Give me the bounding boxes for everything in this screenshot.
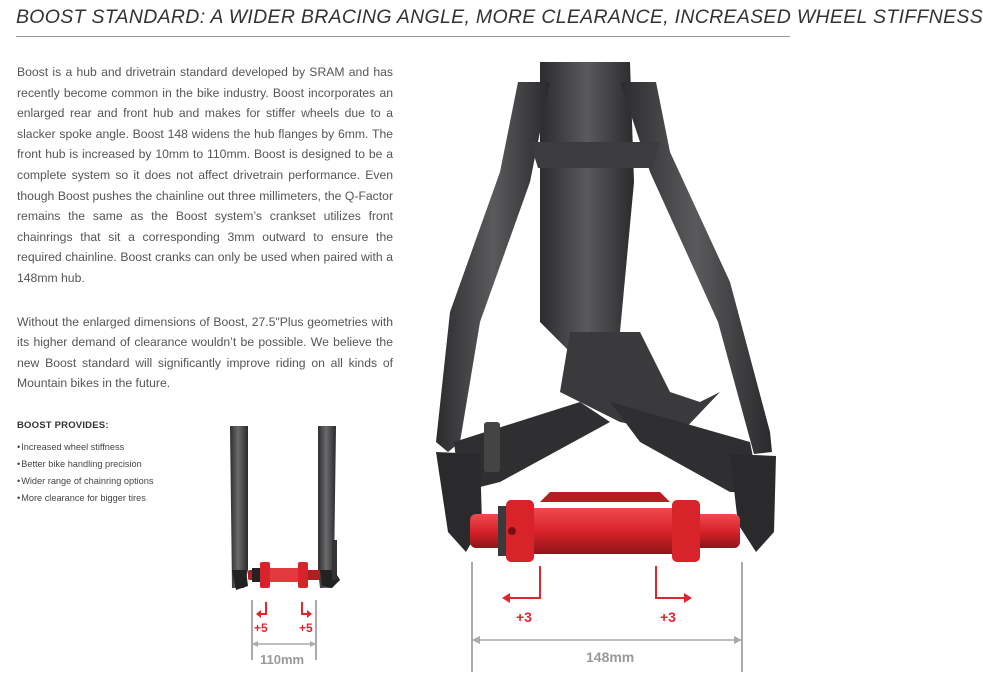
- list-item: • Better bike handling precision: [17, 456, 237, 473]
- rear-offset-left: +3: [516, 609, 532, 625]
- arrow-left-icon: [510, 566, 540, 598]
- fork-leg-left: [230, 426, 248, 588]
- list-item: • More clearance for bigger tires: [17, 490, 237, 507]
- front-offset-right: +5: [299, 621, 313, 635]
- front-offset-left: +5: [254, 621, 268, 635]
- provides-heading: BOOST PROVIDES:: [17, 420, 109, 431]
- rear-frame-diagram: [420, 62, 790, 674]
- boost-provides-list: [17, 420, 237, 507]
- list-item: • Wider range of chainring options: [17, 473, 237, 490]
- list-item: • Increased wheel stiffness: [17, 439, 237, 456]
- front-width-label: 110mm: [260, 652, 305, 667]
- rear-hub: [470, 492, 740, 562]
- arrow-right-icon: [656, 566, 684, 598]
- page-title: BOOST STANDARD: A WIDER BRACING ANGLE, MORE CLEARANCE, INCREASED WHEEL STIFFNESS: [16, 6, 983, 28]
- seatstay-left: [436, 82, 550, 452]
- paragraph-plus-geometry: Without the enlarged dimensions of Boost, 27.5"Plus geometries with its higher demand of clearance wouldn’t be possible. We believe the new Boost standard will significantly improve riding on all kinds of Mountain bikes in the future.: [17, 314, 393, 391]
- rear-width-label: 148mm: [586, 649, 635, 665]
- seat-tube: [540, 62, 634, 352]
- title-divider: [16, 36, 790, 37]
- paragraph-intro: Boost is a hub and drivetrain standard developed by SRAM and has recently become common in the bike industry. Boost incorporates an enlarged rear and front hub and makes for stiffer wheels due to a slacker spoke angle. Boost 148 widens the hub flanges by 6mm. The front hub is increased by 10mm to 110mm. Boost is designed to be a complete system so it does not affect drivetrain performance. Even though Boost pushes the chainline out three millimeters, the Q-Factor remains the same as the Boost system’s crankset utilizes front chainrings that sit a corresponding 3mm outward to ensure the required chainline. Boost cranks can only be used when paired with a 148mm hub.: [17, 65, 393, 285]
- rear-offset-right: +3: [660, 609, 676, 625]
- body-text: [17, 62, 393, 417]
- front-fork-diagram: [220, 420, 360, 670]
- front-hub: [248, 562, 320, 588]
